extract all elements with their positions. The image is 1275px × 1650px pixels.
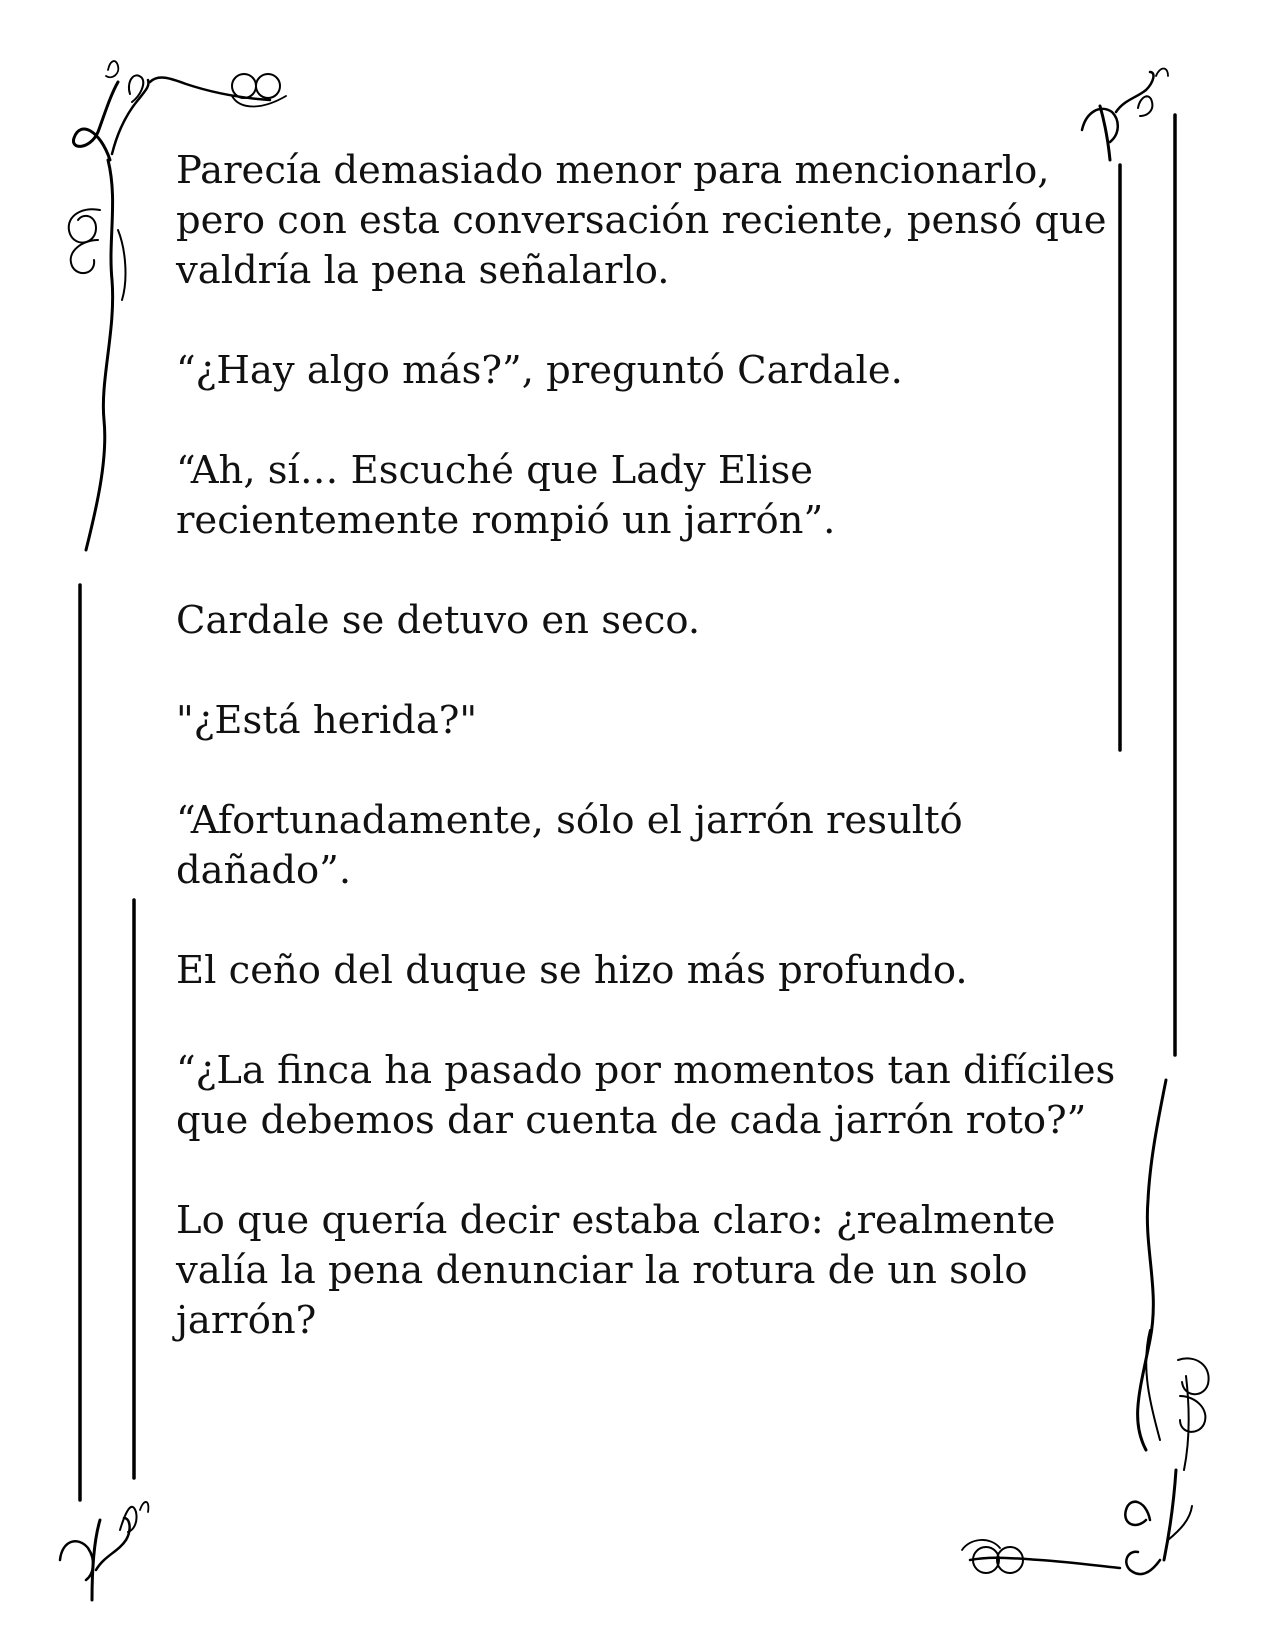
text-line: jarrón? — [176, 1298, 317, 1343]
bottom-right-flourish — [962, 1470, 1192, 1574]
document-body — [176, 146, 1136, 1396]
text-line: “Afortunadamente, sólo el jarrón resultó — [176, 798, 963, 843]
paragraph — [176, 1046, 1136, 1146]
paragraph — [176, 796, 1136, 896]
text-line: El ceño del duque se hizo más profundo. — [176, 948, 968, 993]
right-lower-vine — [1138, 1080, 1209, 1470]
text-line: “Ah, sí… Escuché que Lady Elise — [176, 448, 814, 493]
paragraph — [176, 1196, 1136, 1346]
bottom-left-flourish — [60, 1502, 148, 1600]
paragraph — [176, 346, 1136, 396]
text-line: Lo que quería decir estaba claro: ¿realmente — [176, 1198, 1056, 1243]
paragraph — [176, 946, 1136, 996]
text-line: “¿Hay algo más?”, preguntó Cardale. — [176, 348, 903, 393]
left-upper-vine — [69, 160, 126, 550]
text-line: Cardale se detuvo en seco. — [176, 598, 701, 643]
paragraph — [176, 596, 1136, 646]
paragraph — [176, 446, 1136, 546]
text-line: que debemos dar cuenta de cada jarrón roto?” — [176, 1098, 1087, 1143]
text-line: “¿La finca ha pasado por momentos tan difíciles — [176, 1048, 1116, 1093]
paragraph — [176, 696, 1136, 746]
text-line: recientemente rompió un jarrón”. — [176, 498, 836, 543]
text-line: "¿Está herida?" — [176, 698, 478, 743]
paragraph — [176, 146, 1136, 296]
text-line: valdría la pena señalarlo. — [176, 248, 670, 293]
text-line: pero con esta conversación reciente, pensó que — [176, 198, 1107, 243]
text-line: dañado”. — [176, 848, 352, 893]
text-line: Parecía demasiado menor para mencionarlo, — [176, 148, 1050, 193]
text-line: valía la pena denunciar la rotura de un solo — [176, 1248, 1028, 1293]
